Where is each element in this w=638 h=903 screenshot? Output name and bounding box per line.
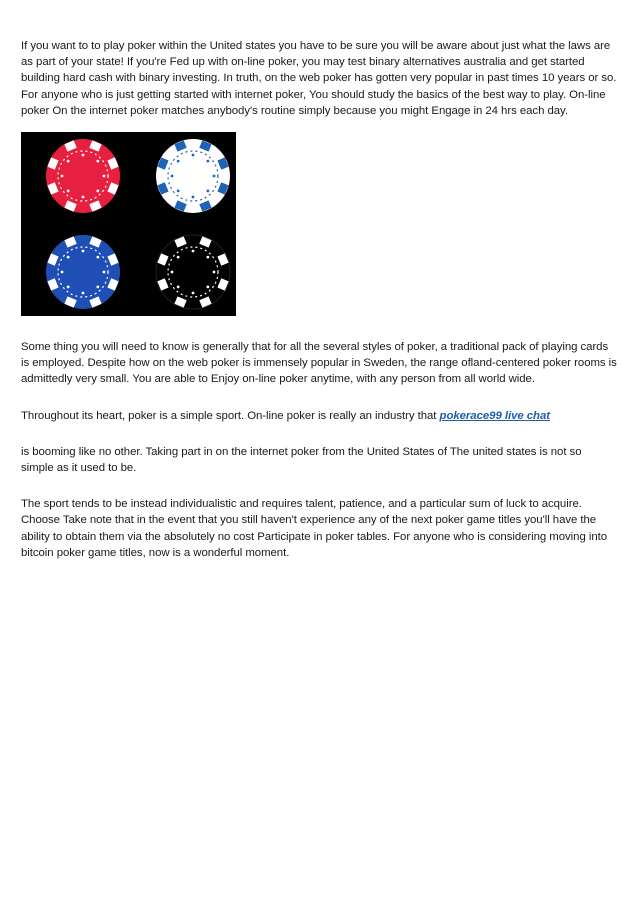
paragraph-sport: The sport tends to be instead individualistic and requires talent, patience, and a particular sum of luck to acquire. Choose Take note that in the event that you still haven't experience any of the next poker game titles you'll have the ability to obtain them via the absolutely no cost Participate in poker tables. For anyone who is considering moving into bitcoin poker game titles, now is a wonderful moment. (21, 498, 608, 559)
black-poker-chip (156, 235, 230, 309)
paragraph-industry (21, 408, 617, 424)
poker-chips-illustration (21, 132, 236, 316)
paragraph-industry-text: Throughout its heart, poker is a simple sport. On-line poker is really an industry that (21, 409, 440, 422)
pokerace99-live-chat-link[interactable]: pokerace99 live chat (439, 409, 550, 422)
red-poker-chip (46, 139, 120, 213)
document-page (21, 38, 617, 561)
paragraph-booming: is booming like no other. Taking part in on the internet poker from the United States of The united states is not so simple as it used to be. (21, 445, 582, 475)
poker-chips-image (21, 132, 236, 316)
blue-poker-chip (46, 235, 120, 309)
paragraph-intro: If you want to to play poker within the United states you have to be sure you will be aware about just what the laws are as part of your state! If you're Fed up with on-line poker, you may test binary alternatives australia and get started building hard cash with binary investing. In truth, on the web poker has gotten very popular in past times 10 years or so. For anyone who is just getting started with internet poker, You should study the basics of the best way to play. On-line poker On the internet poker matches anybody's routine simply because you might Engage in 24 hrs each day. (21, 40, 617, 117)
paragraph-cards: Some thing you will need to know is generally that for all the several styles of poker, a traditional pack of playing cards is employed. Despite how on the web poker is immensely popular in Sweden, the range ofland-centered poker rooms is admittedly very small. You are able to Enjoy on-line poker anytime, with any person from all world wide. (21, 341, 617, 386)
white-poker-chip (156, 139, 230, 213)
